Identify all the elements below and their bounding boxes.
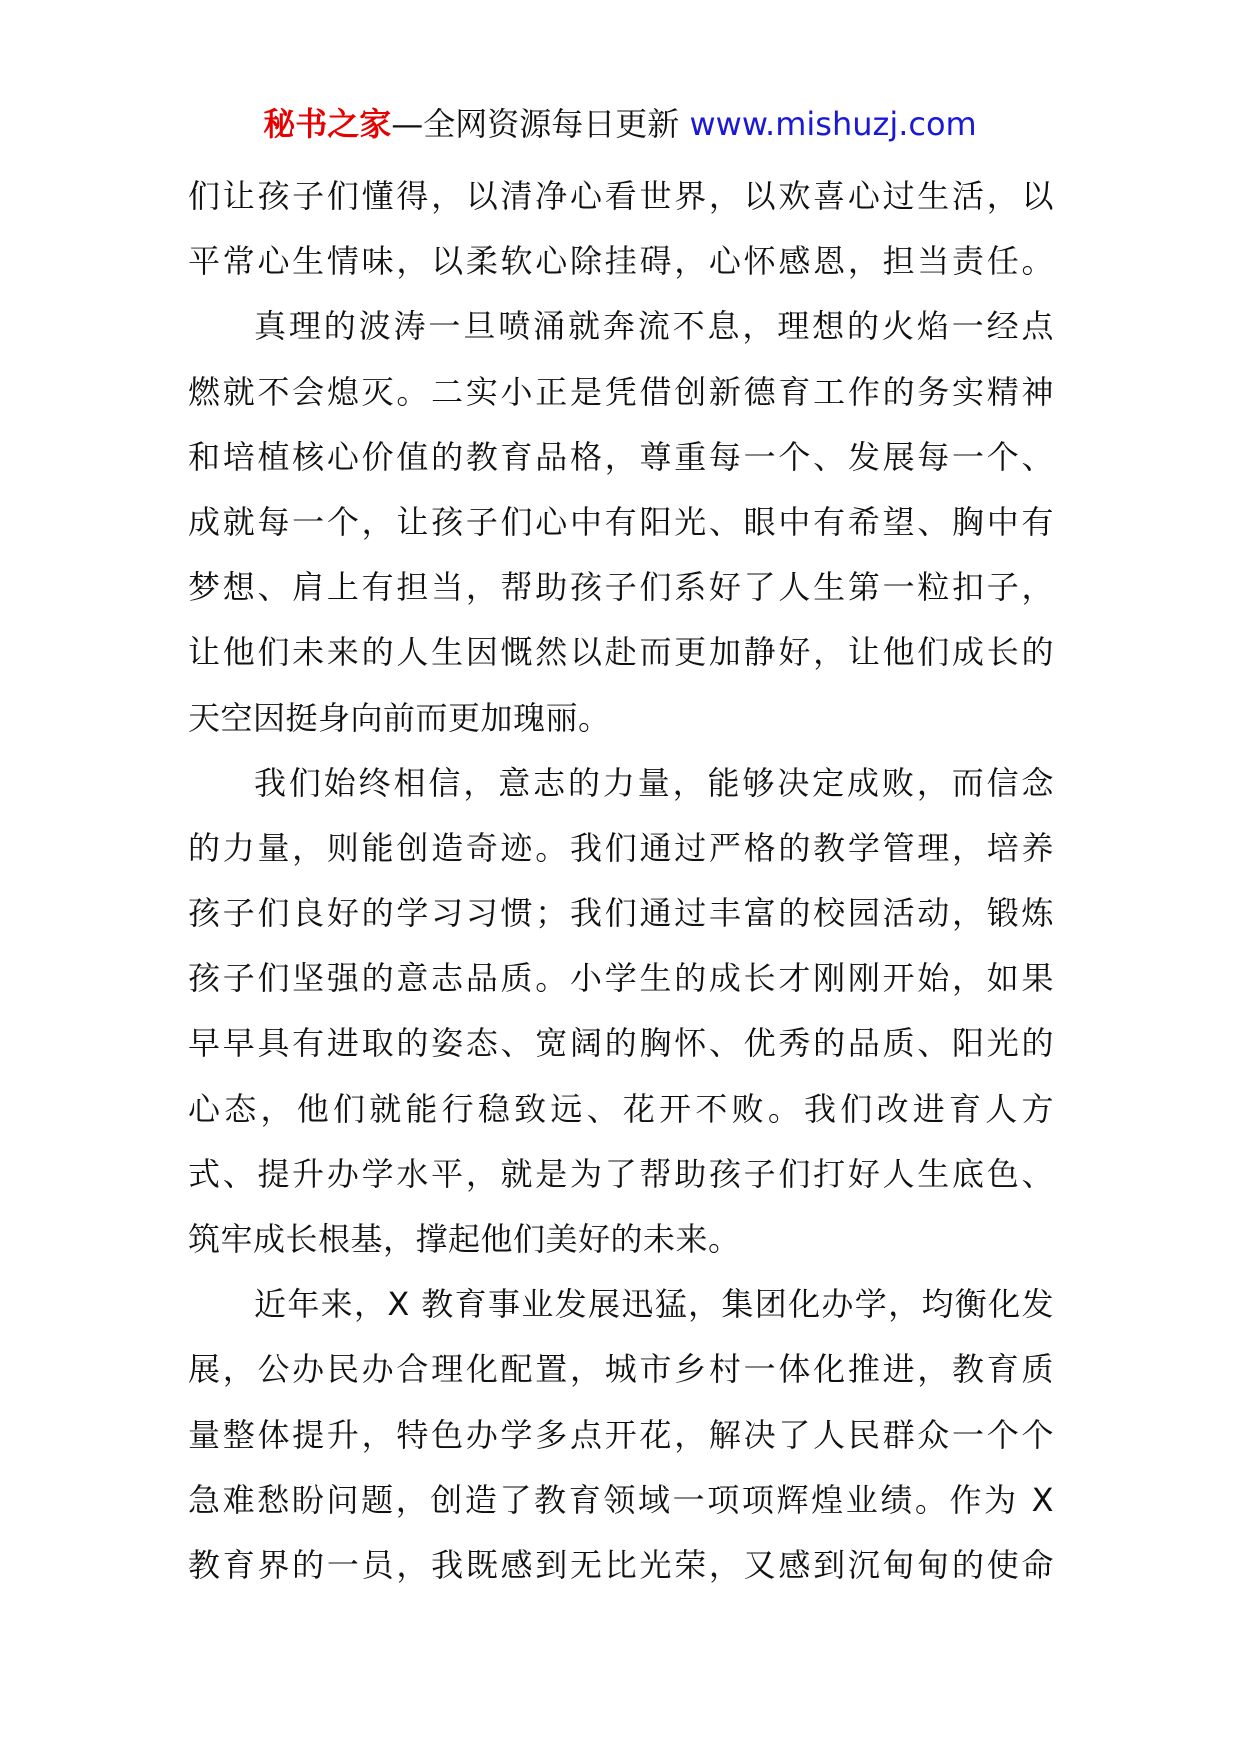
header-tagline: —全网资源每日更新 [391,105,680,143]
text-line: 天空因挺身向前而更加瑰丽。 [188,698,611,737]
text-line: 展，公办民办合理化配置，城市乡村一体化推进，教育质 [188,1350,1054,1389]
text-line: 近年来，X 教育事业发展迅猛，集团化办学，均衡化发 [254,1285,1054,1324]
text-line: 量整体提升，特色办学多点开花，解决了人民群众一个个 [188,1415,1054,1454]
text-line: 真理的波涛一旦喷涌就奔流不息，理想的火焰一经点 [254,307,1054,346]
text-line: 燃就不会熄灭。二实小正是凭借创新德育工作的务实精神 [188,372,1054,411]
document-body [188,164,1054,1598]
text-line: 教育界的一员，我既感到无比光荣，又感到沉甸甸的使命 [188,1545,1054,1584]
text-line: 的力量，则能创造奇迹。我们通过严格的教学管理，培养 [188,828,1054,867]
text-line: 让他们未来的人生因慨然以赴而更加静好，让他们成长的 [188,633,1054,672]
site-header [0,100,1240,148]
text-line: 筑牢成长根基，撑起他们美好的未来。 [188,1220,741,1258]
brand-name: 秘书之家 [263,105,392,143]
text-line: 心态，他们就能行稳致远、花开不败。我们改进育人方 [188,1089,1054,1128]
site-url: www.mishuzj.com [689,105,977,143]
text-line: 孩子们良好的学习习惯；我们通过丰富的校园活动，锻炼 [188,894,1054,933]
text-line: 们让孩子们懂得，以清净心看世界，以欢喜心过生活，以 [188,177,1054,215]
text-line: 孩子们坚强的意志品质。小学生的成长才刚刚开始，如果 [188,959,1054,998]
text-line: 平常心生情味，以柔软心除挂碍，心怀感恩，担当责任。 [188,242,1054,281]
text-line: 式、提升办学水平，就是为了帮助孩子们打好人生底色、 [188,1154,1054,1193]
text-line: 急难愁盼问题，创造了教育领域一项项辉煌业绩。作为 X [188,1480,1054,1519]
text-line: 成就每一个，让孩子们心中有阳光、眼中有希望、胸中有 [188,502,1054,541]
text-line: 我们始终相信，意志的力量，能够决定成败，而信念 [254,763,1054,802]
text-line: 和培植核心价值的教育品格，尊重每一个、发展每一个、 [188,437,1054,476]
text-line: 早早具有进取的姿态、宽阔的胸怀、优秀的品质、阳光的 [188,1024,1054,1063]
text-line: 梦想、肩上有担当，帮助孩子们系好了人生第一粒扣子， [188,568,1054,607]
